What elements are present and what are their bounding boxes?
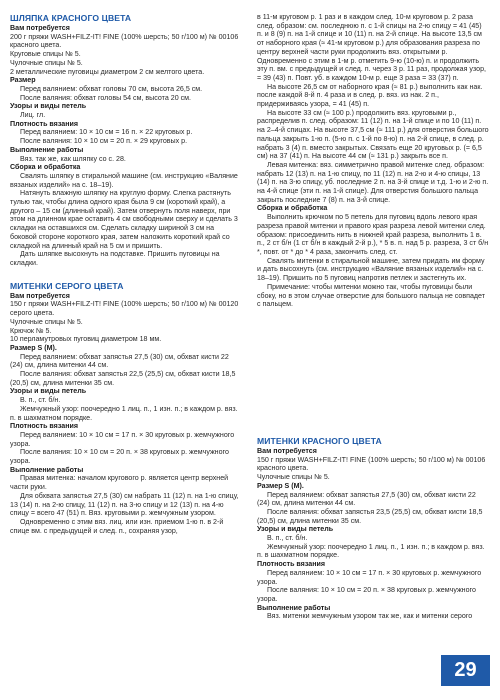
body-text: Вяз. так же, как шляпку со с. 28. [20, 154, 126, 163]
body-text: Выполнить крючком по 5 петель для пуговиц вдоль левого края разреза правой митенки и правого края разреза левой митенки след. образом: присоединить нить в нижней край разреза, выполнить 1 в. п., 2 ст б/н (1 ст б/н в каждый 2-й р.), * 5 в. п. над 5 р. разреза, 3 ст б/н *, повт. от * до * 4 раза, закончить след. ст. [257, 213, 489, 256]
body-text: Чулочные спицы № 5. [10, 58, 83, 67]
body-text: После валяния: 10 × 10 см = 20 п. × 38 круговых р. жемчужного узора. [257, 586, 476, 603]
body-text: После валяния: 10 × 10 см = 20 п. × 38 круговых р. жемчужного узора. [10, 448, 229, 466]
body-text: После валяния: обхват головы 54 см, высота 20 см. [20, 93, 192, 102]
body-text: Левая митенка: вяз. симметрично правой митенке след. образом: набрать 12 (13) п. на 1-ю спицу, по 11 (12) п. на 2-ю и 4-ю спицы, 13 (14) п. на 3-ю спицу, уб. последние 2 п. на 3-й спице и т.д. 1-ю и 2-ю п. на 4-й спице (эти п. на 1-й спице). Для отверстия большого пальца закрыть последние 7 (8) п. на 3-й спице. [257, 160, 489, 204]
body-text: Чулочные спицы № 5. [10, 317, 83, 326]
body-text: Свалять митенки в стиральной машине, затем придать им форму и дать высохнуть (см. инструкцию «Валяние вязаных изделий» на с. 18–19). Пришить по 5 пуговиц напротив петлек и застегнуть их. [257, 256, 485, 283]
section-title: ШЛЯПКА КРАСНОГО ЦВЕТА [10, 13, 132, 23]
materials-heading: Вам потребуется [10, 291, 70, 300]
body-text: 10 перламутровых пуговиц диаметром 18 мм. [10, 335, 162, 344]
body-text: Вяз. митенки жемчужным узором так же, как и митенки серого [267, 612, 473, 621]
assembly-heading: Сборка и обработка [10, 163, 81, 172]
body-text: После валяния: обхват запястья 23,5 (25,5) см, обхват кисти 18,5 (20,5) см, длина митенки 35 см. [257, 507, 483, 525]
gauge-heading: Плотность вязания [10, 119, 78, 128]
body-text: Лиц. гл. [20, 111, 46, 120]
instructions-heading: Выполнение работы [10, 145, 84, 154]
body-text: Чулочные спицы № 5. [257, 473, 330, 482]
instructions-heading: Выполнение работы [10, 465, 84, 474]
body-text: Перед валянием: 10 × 10 см = 17 п. × 30 круговых р. жемчужного узора. [257, 568, 482, 586]
size-heading: Размер [10, 76, 36, 85]
body-text: Одновременно с этим вяз. лиц. или изн. приемом 1-ю п. в 2-й спице вм. с предыдущей и след. п., сохраняя узор, [10, 517, 224, 535]
body-text: Жемчужный узор: поочередно 1 лиц. п., 1 изн. п.; в каждом р. вяз. п. в шахматном порядке. [257, 542, 485, 560]
size-heading: Размер S (M). [10, 343, 57, 352]
body-text: После валяния: обхват запястья 22,5 (25,5) см, обхват кисти 18,5 (20,5) см, длина митенки 35 см. [10, 370, 236, 387]
body-text: 200 г пряжи WASH+FILZ-IT! FINE (100% шерсть; 50 г/100 м) № 00106 красного цвета. [10, 32, 239, 50]
body-text: Круговые спицы № 5. [10, 50, 81, 59]
right-column [257, 13, 489, 309]
body-text: Жемчужный узор: поочередно 1 лиц. п., 1 изн. п.; в каждом р. вяз. п. в шахматном порядке. [10, 404, 238, 422]
body-text: 2 металлические пуговицы диаметром 2 см желтого цвета. [10, 67, 205, 76]
body-text: На высоте 33 см (≈ 100 р.) продолжить вяз. круговыми р., распределив п. след. образом: 11 (12) п. на 1-й спице и по 10 (11) п. на 2–4-й спицах. На высоте 37,5 см (≈ 111 р.) для отверстия большого пальца закрыть 1-ю п. (5-ю п. с 1-й по 8-ю) п. на 2-й спице, в след. р. набрать 3 (4) п. вместо закрытых. Связать еще 20 круговых р. (= 6,5 см) на 37 (41) п. На высоте 44 см (≈ 131 р.) закрыть все п. [257, 108, 489, 161]
body-text: Перед валянием: 10 × 10 см = 17 п. × 30 круговых р. жемчужного узора. [10, 430, 235, 448]
body-text: На высоте 26,5 см от наборного края (≈ 81 р.) выполнить как нак. после каждой 8-й п. 4 раза и в след. р. вяз. из нак. 2 п., придерживаясь узора, = 41 (45) п. [257, 82, 483, 109]
body-text: Правая митенка: началом кругового р. является центр верхней части руки. [10, 474, 229, 492]
body-text: 150 г пряжи WASH+FILZ-IT! FINE (100% шерсть; 50 г/100 м) № 00106 красного цвета. [257, 455, 486, 473]
body-text: Перед валянием: 10 × 10 см = 16 п. × 22 круговых р. [20, 128, 193, 137]
body-text: В. п., ст. б/н. [267, 534, 308, 543]
body-text: Дать шляпке высохнуть на подставке. Пришить пуговицы на складки. [10, 250, 220, 267]
materials-heading: Вам потребуется [257, 447, 317, 455]
left-column [10, 13, 241, 535]
body-text: Перед валянием: обхват запястья 27,5 (30) см, обхват кисти 22 (24) см, длина митенки 44 см. [10, 352, 229, 370]
patterns-heading: Узоры и виды петель [257, 525, 334, 534]
body-text: Крючок № 5. [10, 326, 52, 335]
red-mittens-section [257, 436, 489, 621]
hat-section [10, 13, 241, 268]
body-text: Перед валянием: обхват головы 70 см, высота 26,5 см. [20, 84, 203, 93]
patterns-heading: Узоры и виды петель [10, 102, 87, 111]
gauge-heading: Плотность вязания [257, 560, 325, 569]
body-text: в 11-м круговом р. 1 раз и в каждом след. 10-м круговом р. 2 раза след. образом: см. последнюю п. с 1-й спицы на 2-ю спицу = 41 (45) п. и 8 (9) п. на 1-й спице и 10 (11) п. на 2-й спице. На высоте 13,5 см от наборного края (≈ 41-м круговом р.) для образования разреза по центру верхней части руки продолжить вяз. открытыми р. Одновременно с этим в 1-м р. отметить 9-ю (10-ю) п. и продолжить эту п. вм. с предыдущей и след. п. через 3 р. 11 раз, продолжая узор, = 39 (43) п. Повт. уб. в каждом 10-м р. еще 3 раза = 33 (37) п. [257, 13, 486, 82]
body-text: Натянуть влажную шляпку на круглую форму. Слегка растянуть тулью так, чтобы длина одного края была 9 см (короткий край), а другого – 15 см (длинный край). Затем отвернуть поля наверх, при этом на длинном крае оставить 4 см свободными сверху и сделать 3 складки на оставшихся см. Сделать складку шириной 3 см на боковой стороне короткого края, затем наложить короткий край со складкой на длинный край на 5 см и пришить. [10, 189, 238, 250]
body-text: Свалять шляпку в стиральной машине (см. инструкцию «Валяние вязаных изделий» на с. 18–19). [10, 171, 238, 189]
body-text: Для обхвата запястья 27,5 (30) см набрать 11 (12) п. на 1-ю спицу, 13 (14) п. на 2-ю спицу, 11 (12) п. на 3-ю спицу и 12 (13) п. на 4-ю спицу = всего 47 (51) п. Вяз. круговыми р. жемчужным узором. [10, 491, 239, 518]
instructions-heading: Выполнение работы [257, 603, 331, 612]
patterns-heading: Узоры и виды петель [10, 387, 87, 396]
assembly-heading: Сборка и обработка [257, 204, 328, 213]
section-title: МИТЕНКИ СЕРОГО ЦВЕТА [10, 280, 124, 291]
body-text: Перед валянием: обхват запястья 27,5 (30) см, обхват кисти 22 (24) см, длина митенки 44 см. [257, 490, 476, 508]
size-heading: Размер S (M). [257, 481, 304, 490]
section-title: МИТЕНКИ КРАСНОГО ЦВЕТА [257, 436, 382, 446]
page-number: 29 [441, 655, 490, 686]
body-text: После валяния: 10 × 10 см = 20 п. × 29 круговых р. [20, 137, 188, 146]
gauge-heading: Плотность вязания [10, 422, 78, 431]
body-text: 150 г пряжи WASH+FILZ-IT! FINE (100% шерсть; 50 г/100 м) № 00120 серого цвета. [10, 300, 239, 318]
grey-mittens-section [10, 281, 241, 536]
materials-heading: Вам потребуется [10, 24, 70, 32]
body-text: В. п., ст. б/н. [20, 396, 61, 405]
body-text: Примечание: чтобы митенки можно так, чтобы пуговицы были сбоку, но в этом случае отверстие для большого пальца не совпадет с пальцем. [257, 282, 486, 309]
